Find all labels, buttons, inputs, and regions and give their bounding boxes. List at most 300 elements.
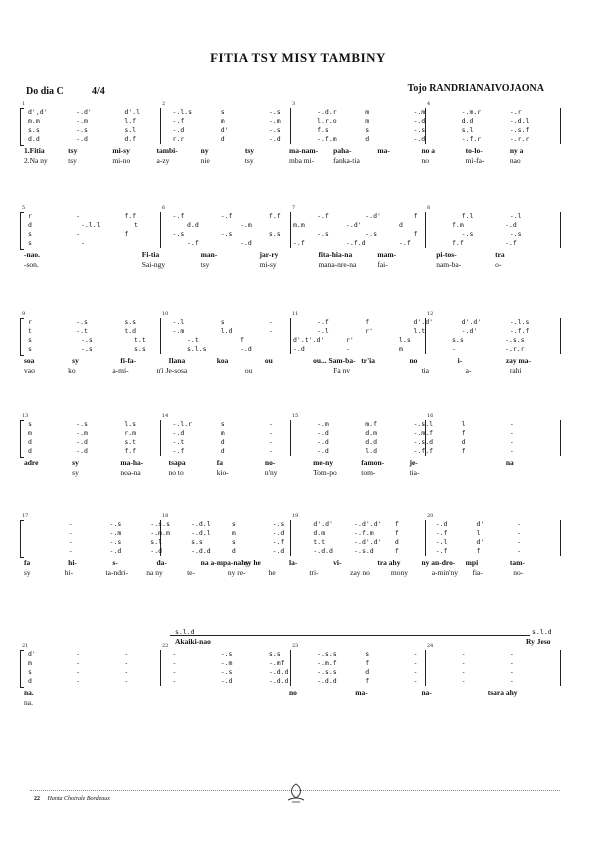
note-cell: - <box>509 677 514 685</box>
footer-text: Hanta Choirale Bordeaux <box>47 796 110 802</box>
note-cell: -.s <box>220 230 233 238</box>
voice-row-bass <box>20 447 560 456</box>
measure-number: 12 <box>427 311 434 317</box>
note-cell: s <box>220 420 225 428</box>
note-cell: -.f <box>172 447 185 455</box>
note-cell: -.d'.d' <box>354 538 382 546</box>
note-cell: -.d <box>240 239 252 247</box>
note-cell: - <box>172 668 177 676</box>
lyric-syllable: no- <box>264 458 276 467</box>
note-cell: -.l <box>435 538 448 546</box>
note-cell: -.l.s <box>509 318 530 326</box>
lyric-syllable: s- <box>112 558 118 567</box>
note-cell: t <box>134 221 138 229</box>
lyric-line-2 <box>20 468 560 478</box>
lyric-syllable: tsy <box>68 156 77 165</box>
lyric-syllable: koa <box>216 356 229 365</box>
note-cell: s <box>28 420 32 428</box>
lyric-syllable: da- <box>156 558 167 567</box>
note-cell: -.d <box>172 429 185 437</box>
note-cell: -.d <box>317 429 329 437</box>
note-cell: -.s <box>109 520 122 528</box>
note-cell: -.l <box>172 318 185 326</box>
bar-line <box>560 212 561 248</box>
note-cell: f <box>461 429 466 437</box>
note-cell: m.f <box>365 420 378 428</box>
lyric-syllable: tr'ia <box>361 356 376 365</box>
lyric-line-1 <box>20 458 560 468</box>
note-cell: -.s <box>461 230 474 238</box>
note-cell: m <box>220 429 225 437</box>
note-cell: r.m <box>124 429 137 437</box>
note-cell: r.r <box>172 135 185 143</box>
note-cell: -.f <box>172 212 185 220</box>
lyric-syllable: Ilana <box>168 356 186 365</box>
note-cell: - <box>413 659 418 667</box>
note-cell: -.m <box>268 117 281 125</box>
lyric-syllable: adre <box>24 458 39 467</box>
note-cell: -.d <box>272 529 285 537</box>
note-cell: -.s.d <box>354 547 374 555</box>
note-cell: l.r.o <box>317 117 337 125</box>
lyric-syllable: 2.Na ny <box>24 156 48 165</box>
voice-row-tenor <box>20 668 560 677</box>
voice-row-tenor <box>20 538 560 547</box>
note-cell: - <box>76 668 81 676</box>
lyric-syllable: i- <box>457 356 463 365</box>
lyric-syllable: vi- <box>333 558 342 567</box>
note-cell: - <box>452 345 456 353</box>
note-cell: -.d <box>317 438 329 446</box>
note-cell: -.f <box>172 117 185 125</box>
note-cell: -.s <box>268 126 281 134</box>
bar-line <box>560 650 561 686</box>
note-cell: s.s <box>28 126 40 134</box>
note-cell: d.d <box>461 117 474 125</box>
note-cell: d' <box>220 126 229 134</box>
note-cell: s <box>231 520 236 528</box>
system-4 <box>20 413 560 480</box>
measure-number: 1 <box>22 101 26 107</box>
lyric-line-2 <box>20 366 560 376</box>
measure-number: 15 <box>292 413 299 419</box>
note-cell: - <box>268 327 273 335</box>
note-cell: f <box>413 230 418 238</box>
note-cell: - <box>76 677 81 685</box>
note-cell: s <box>220 318 225 326</box>
lyric-syllable: nie <box>200 156 210 165</box>
note-cell: d.d <box>365 438 378 446</box>
note-cell: -.l <box>509 212 522 220</box>
lyric-syllable: ma-ha- <box>120 458 144 467</box>
note-cell: -.f <box>272 538 285 546</box>
lyric-syllable: na <box>505 458 514 467</box>
note-cell: d.m <box>313 529 326 537</box>
lyric-syllable: tsy <box>244 156 254 165</box>
lyric-syllable: nao <box>509 156 521 165</box>
note-cell: d.m <box>365 429 378 437</box>
lyric-syllable: ko <box>68 366 76 375</box>
measure-number: 18 <box>162 513 169 519</box>
lyric-syllable: n'ny <box>264 468 278 477</box>
note-cell: m <box>365 117 370 125</box>
note-cell: -.r <box>509 108 522 116</box>
lyric-syllable: famon- <box>361 458 385 467</box>
lyric-syllable: Fa nv <box>333 366 351 375</box>
note-cell: -.d <box>220 677 233 685</box>
note-cell: l.f <box>124 117 137 125</box>
note-cell: -.d.r <box>317 108 337 116</box>
lyric-syllable: -nao. <box>24 250 41 259</box>
note-cell: -.d' <box>365 212 381 220</box>
note-cell: -.d' <box>461 327 478 335</box>
lyric-syllable: a- <box>465 366 472 375</box>
lyric-syllable: ou <box>264 356 273 365</box>
note-cell: - <box>76 650 81 658</box>
note-cell: f.l <box>461 212 474 220</box>
voice-row-alto <box>20 117 560 126</box>
note-cell: -.d.d <box>268 668 289 676</box>
note-cell: s.s <box>191 538 203 546</box>
note-cell: -.f.d <box>346 239 366 247</box>
voice-row-alto <box>20 327 560 336</box>
note-cell: -.l <box>317 327 329 335</box>
note-cell: d <box>28 677 32 685</box>
note-cell: m <box>399 345 403 353</box>
measure-number: 23 <box>292 643 299 649</box>
note-cell: f.f <box>124 212 137 220</box>
lyric-syllable: na. <box>24 688 34 697</box>
note-cell: s <box>28 345 32 353</box>
note-cell: -.m <box>317 420 329 428</box>
note-cell: -.d <box>109 547 122 555</box>
lyric-syllable: a-zy <box>156 156 170 165</box>
note-cell: d' <box>28 650 36 658</box>
measure-number: 5 <box>22 205 26 211</box>
lyric-syllable: mba mi- <box>289 156 315 165</box>
note-cell: m <box>231 529 236 537</box>
note-cell: - <box>509 429 514 437</box>
note-cell: -.s <box>220 668 233 676</box>
note-cell: r' <box>365 327 374 335</box>
voice-row-soprano <box>20 420 560 429</box>
system-2 <box>20 205 560 272</box>
note-cell: -.f.m <box>317 135 337 143</box>
lyric-syllable: no to <box>168 468 184 477</box>
note-cell: m.m <box>28 117 40 125</box>
voice-row-alto <box>20 659 560 668</box>
note-cell: -.r.r <box>505 345 525 353</box>
lyric-syllable: rahi <box>509 366 522 375</box>
note-cell: -.m <box>413 108 426 116</box>
voice-row-alto <box>20 221 560 230</box>
note-cell: -.m <box>220 659 233 667</box>
note-cell: f <box>394 520 399 528</box>
lyric-syllable: no <box>409 356 418 365</box>
note-cell: s.l.s <box>187 345 207 353</box>
system-1 <box>20 101 560 168</box>
lyric-syllable: tsapa <box>168 458 186 467</box>
note-cell: - <box>413 677 418 685</box>
note-cell: m <box>28 429 32 437</box>
note-cell: -.d <box>240 345 252 353</box>
lyric-syllable: to-lo- <box>465 146 483 155</box>
note-cell: -.s.s <box>150 520 170 528</box>
measure-number: 22 <box>162 643 169 649</box>
note-cell: -.d <box>272 547 285 555</box>
note-cell: -.s.f <box>509 126 530 134</box>
note-cell: l.s <box>124 420 137 428</box>
note-cell: -.d <box>317 447 329 455</box>
note-cell: - <box>124 650 129 658</box>
composer-name: Tojo RANDRIANAIVOJAONA <box>407 83 544 94</box>
lyric-syllable: fanka-tia <box>333 156 360 165</box>
note-cell: -.f.m <box>354 529 374 537</box>
note-cell: -.d'.d' <box>354 520 382 528</box>
note-cell: - <box>517 529 522 537</box>
note-cell: m <box>365 108 370 116</box>
note-cell: -.s.l <box>413 420 434 428</box>
note-cell: t.d <box>124 327 137 335</box>
lyric-syllable: tri- <box>309 568 319 577</box>
lyric-line-2 <box>20 260 560 270</box>
note-cell: -.m <box>109 529 122 537</box>
note-cell: -.d <box>505 221 517 229</box>
voice-row-tenor <box>20 126 560 135</box>
note-cell: -.s.d <box>413 438 434 446</box>
note-cell: - <box>461 668 466 676</box>
lyric-line-1 <box>20 250 560 260</box>
lyric-syllable: tra ahy <box>377 558 401 567</box>
note-cell: -.s <box>172 230 185 238</box>
lyric-line-2 <box>20 156 560 166</box>
note-cell: f <box>365 659 370 667</box>
note-cell: - <box>517 538 522 546</box>
note-cell: - <box>413 650 418 658</box>
note-cell: d'.l <box>124 108 141 116</box>
note-cell: - <box>268 447 273 455</box>
measure-number: 2 <box>162 101 166 107</box>
measure-number: 6 <box>162 205 166 211</box>
lyric-syllable: je- <box>409 458 418 467</box>
lyric-syllable: sy <box>24 568 31 577</box>
note-cell: s <box>28 336 32 344</box>
lyric-syllable: fa <box>216 458 223 467</box>
note-cell: - <box>81 239 85 247</box>
note-cell: -.l.s <box>172 108 193 116</box>
note-cell: s <box>28 239 32 247</box>
lyric-syllable: mi-sy <box>259 260 277 269</box>
note-cell: d <box>461 438 466 446</box>
lyric-syllable: n'i Je-sosa <box>156 366 188 375</box>
lyric-syllable: -son. <box>24 260 39 269</box>
note-cell: -.d.d <box>268 677 289 685</box>
note-cell: -.f <box>505 239 517 247</box>
note-cell: -.s <box>76 126 88 134</box>
voice-row-tenor <box>20 438 560 447</box>
lyric-syllable: man- <box>200 250 218 259</box>
note-cell: m.m <box>293 221 305 229</box>
lyric-syllable: tsy <box>68 146 78 155</box>
note-cell: s.t <box>124 438 137 446</box>
note-cell: f <box>394 547 399 555</box>
voice-row-bass <box>20 677 560 686</box>
note-cell: -.m.m <box>150 529 170 537</box>
note-cell: -.d <box>76 438 88 446</box>
voice-row-alto <box>20 429 560 438</box>
lyric-syllable: mi-no <box>112 156 131 165</box>
note-cell: f.f <box>268 212 281 220</box>
lyric-syllable: soa <box>24 356 35 365</box>
note-cell: m <box>28 659 32 667</box>
note-cell: d <box>365 135 370 143</box>
time-signature: 4/4 <box>92 86 105 97</box>
note-cell: -.f <box>317 318 329 326</box>
lyric-syllable: mony <box>390 568 409 577</box>
measure-number: 17 <box>22 513 29 519</box>
lyric-syllable: ny a <box>509 146 524 155</box>
note-cell: d',d' <box>28 108 48 116</box>
note-cell: -.s.s <box>505 336 525 344</box>
lyric-syllable: sy <box>72 468 79 477</box>
note-cell: -.d.l <box>191 529 211 537</box>
note-cell: -.d <box>172 126 185 134</box>
measure-number: 16 <box>427 413 434 419</box>
lyric-syllable: noa-na <box>120 468 141 477</box>
lyric-syllable: tsara ahy <box>487 688 518 697</box>
note-cell: s.s <box>268 650 281 658</box>
note-cell: -.f <box>220 212 233 220</box>
lyric-syllable: Fi-tia <box>141 250 160 259</box>
note-cell: -.s <box>81 336 93 344</box>
voice-row-bass <box>20 135 560 144</box>
lyric-syllable: zay ma- <box>505 356 532 365</box>
note-cell: -.f <box>187 239 199 247</box>
choir-logo-icon <box>282 782 310 804</box>
note-cell: d'.d' <box>313 520 333 528</box>
note-cell: -.d <box>435 520 448 528</box>
note-cell: - <box>517 547 522 555</box>
lyric-line-1 <box>20 688 560 698</box>
note-cell: d.d <box>187 221 199 229</box>
voice-row-alto <box>20 529 560 538</box>
lyric-syllable: sy <box>72 458 79 467</box>
note-cell: -.d.d <box>313 547 333 555</box>
lyric-syllable: na. <box>24 698 33 707</box>
note-cell: d <box>220 438 225 446</box>
note-cell: r' <box>346 336 354 344</box>
lyric-line-1 <box>20 356 560 366</box>
lyric-syllable: tia <box>421 366 429 375</box>
lyric-syllable: ma- <box>355 688 368 697</box>
note-cell: -.t <box>172 438 185 446</box>
bar-line <box>560 420 561 456</box>
note-cell: - <box>124 659 129 667</box>
note-cell: s.s <box>134 345 146 353</box>
voice-row-soprano <box>20 108 560 117</box>
note-cell: d <box>365 668 370 676</box>
note-cell: -.s <box>76 420 88 428</box>
voice-row-tenor <box>20 336 560 345</box>
note-cell: -.l.l <box>81 221 101 229</box>
note-cell: f.f <box>124 447 137 455</box>
note-cell: - <box>124 668 129 676</box>
note-cell: l.d <box>220 327 233 335</box>
lyric-syllable: mana-nre-na <box>318 260 357 269</box>
lyric-syllable: mi-sy <box>112 146 130 155</box>
bar-line <box>560 108 561 144</box>
lyric-syllable: te- <box>187 568 195 577</box>
note-cell: f.f <box>452 239 464 247</box>
lyric-syllable: no <box>289 688 297 697</box>
bar-line <box>560 318 561 354</box>
measure-number: 13 <box>22 413 29 419</box>
system-3 <box>20 311 560 378</box>
note-cell: l.d <box>365 447 378 455</box>
note-cell: f <box>476 547 481 555</box>
lyric-syllable: me-ny <box>313 458 334 467</box>
system-5 <box>20 513 560 580</box>
note-cell: - <box>172 650 177 658</box>
lyric-syllable: ma- <box>377 146 390 155</box>
note-cell: - <box>509 668 514 676</box>
note-cell: - <box>509 659 514 667</box>
lyric-syllable: Tom-po <box>313 468 337 477</box>
note-cell: - <box>68 547 73 555</box>
note-cell: -.m.f <box>413 429 434 437</box>
note-cell: -.d <box>150 547 163 555</box>
note-cell: d <box>28 438 32 446</box>
note-cell: f <box>124 230 129 238</box>
note-cell: d.d <box>28 135 40 143</box>
note-cell: d'.d' <box>413 318 434 326</box>
lyric-syllable: nam-ba- <box>436 260 462 269</box>
lyric-syllable: kio- <box>216 468 229 477</box>
note-cell: - <box>509 650 514 658</box>
lyric-syllable: ny an-dro- <box>421 558 456 567</box>
lyric-syllable: fai- <box>377 260 388 269</box>
lyric-syllable: fia- <box>472 568 483 577</box>
note-cell: f <box>365 677 370 685</box>
note-cell: - <box>76 212 81 220</box>
measure-number: 8 <box>427 205 431 211</box>
note-cell: f <box>461 447 466 455</box>
lyric-syllable: sy he <box>244 558 261 567</box>
note-cell: d'.d' <box>461 318 482 326</box>
note-cell: l.t <box>413 327 426 335</box>
measure-number: 3 <box>292 101 296 107</box>
measure-number: 11 <box>292 311 299 317</box>
lyric-syllable: ny <box>200 146 209 155</box>
lyric-syllable: no a <box>421 146 436 155</box>
measure-number: 9 <box>22 311 26 317</box>
voice-row-tenor <box>20 230 560 239</box>
note-cell: d <box>231 547 236 555</box>
note-cell: s <box>28 668 32 676</box>
lyric-syllable: na- <box>421 688 432 697</box>
note-cell: d'.t'.d' <box>293 336 325 344</box>
lyric-syllable: la- <box>289 558 298 567</box>
lyric-syllable: o- <box>495 260 502 269</box>
lyric-syllable: fita-hia-na <box>318 250 353 259</box>
note-cell: -.t <box>187 336 199 344</box>
song-title: FITIA TSY MISY TAMBINY <box>210 50 386 65</box>
note-cell: t.t <box>134 336 146 344</box>
note-cell: - <box>68 538 73 546</box>
note-cell: - <box>413 668 418 676</box>
measure-number: 14 <box>162 413 169 419</box>
lyric-line-1 <box>20 558 560 568</box>
